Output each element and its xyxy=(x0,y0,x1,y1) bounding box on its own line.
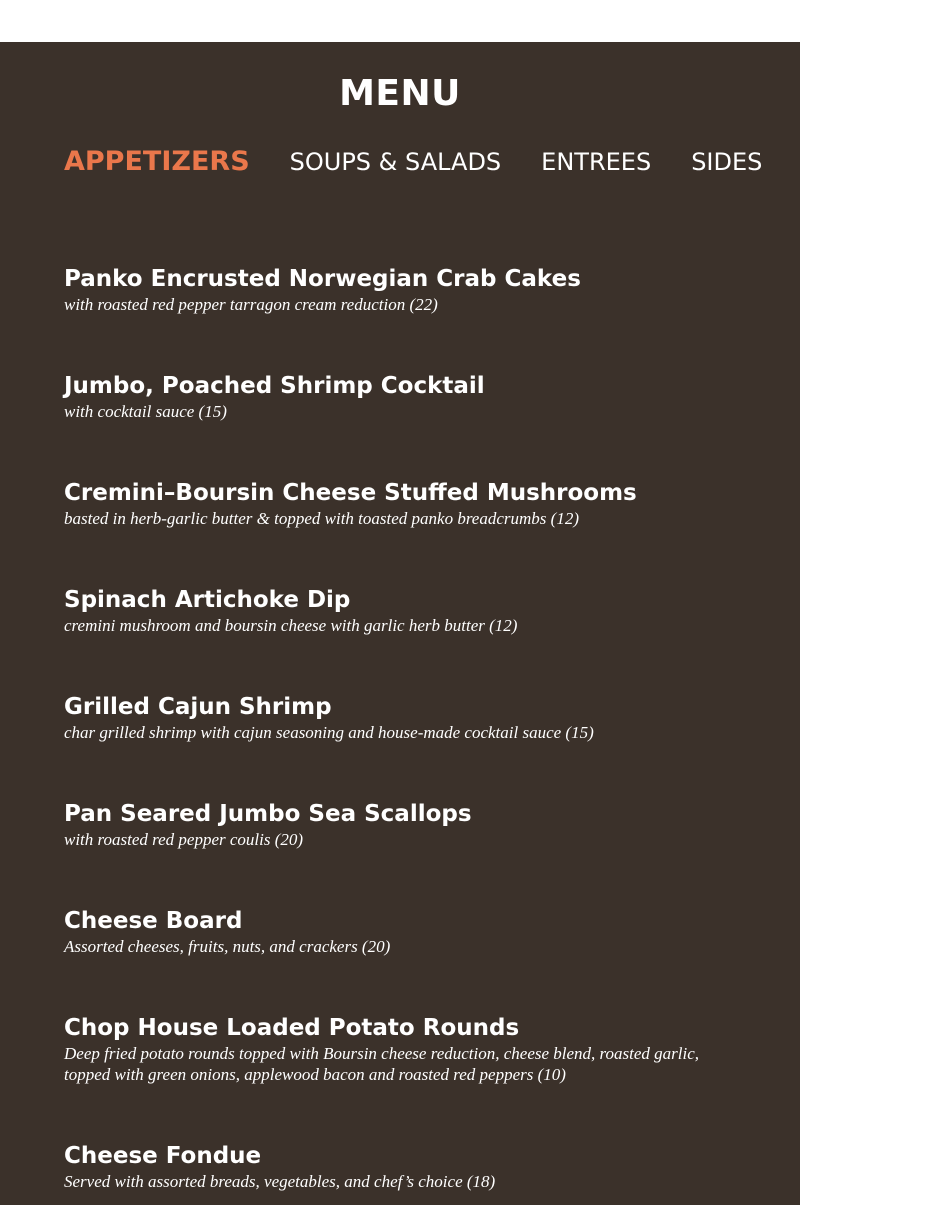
tab-desserts[interactable]: DESSERTS xyxy=(802,148,927,176)
tab-entrees[interactable]: ENTREES xyxy=(541,148,652,176)
menu-item-name: Grilled Cajun Shrimp xyxy=(64,694,332,720)
menu-item xyxy=(64,585,744,636)
menu-item xyxy=(64,478,744,529)
menu-title: MENU xyxy=(339,73,461,114)
menu-item-name: Jumbo, Poached Shrimp Cocktail xyxy=(64,373,485,399)
menu-item-name: Chop House Loaded Potato Rounds xyxy=(64,1015,520,1041)
menu-item-name: Cheese Fondue xyxy=(64,1143,262,1169)
tab-appetizers[interactable]: APPETIZERS xyxy=(64,146,250,177)
menu-panel xyxy=(0,42,927,1205)
menu-item-description: with cocktail sauce (15) xyxy=(64,402,227,421)
menu-item-description: Deep fried potato rounds topped with Boursin cheese reduction, cheese blend, roasted garlic, topped with green onions, applewood bacon and roasted red peppers (10) xyxy=(64,1044,700,1084)
tab-soups-salads[interactable]: SOUPS & SALADS xyxy=(289,148,502,176)
menu-item-description: with roasted red pepper tarragon cream reduction (22) xyxy=(64,295,438,314)
menu-item xyxy=(64,371,744,422)
menu-item xyxy=(64,1141,744,1192)
menu-item-name: Pan Seared Jumbo Sea Scallops xyxy=(64,801,472,827)
tab-sides[interactable]: SIDES xyxy=(691,148,763,176)
menu-item-description: cremini mushroom and boursin cheese with garlic herb butter (12) xyxy=(64,616,518,635)
menu-item-description: with roasted red pepper coulis (20) xyxy=(64,830,304,849)
menu-item xyxy=(64,1013,744,1085)
menu-item xyxy=(64,906,744,957)
menu-item-description: Served with assorted breads, vegetables, and chef’s choice (18) xyxy=(64,1172,496,1191)
menu-item-description: char grilled shrimp with cajun seasoning and house-made cocktail sauce (15) xyxy=(64,723,594,742)
menu-item xyxy=(64,692,744,743)
top-strip xyxy=(0,0,800,42)
menu-item-name: Cheese Board xyxy=(64,908,243,934)
menu-item xyxy=(64,264,744,315)
menu-category-tabs xyxy=(64,145,927,179)
menu-item-name: Panko Encrusted Norwegian Crab Cakes xyxy=(64,266,581,292)
menu-item-description: Assorted cheeses, fruits, nuts, and crackers (20) xyxy=(64,937,391,956)
menu-item-name: Cremini–Boursin Cheese Stuffed Mushrooms xyxy=(64,480,637,506)
menu-item-description: basted in herb-garlic butter & topped with toasted panko breadcrumbs (12) xyxy=(64,509,579,528)
menu-item-name: Spinach Artichoke Dip xyxy=(64,587,351,613)
menu-item xyxy=(64,799,744,850)
